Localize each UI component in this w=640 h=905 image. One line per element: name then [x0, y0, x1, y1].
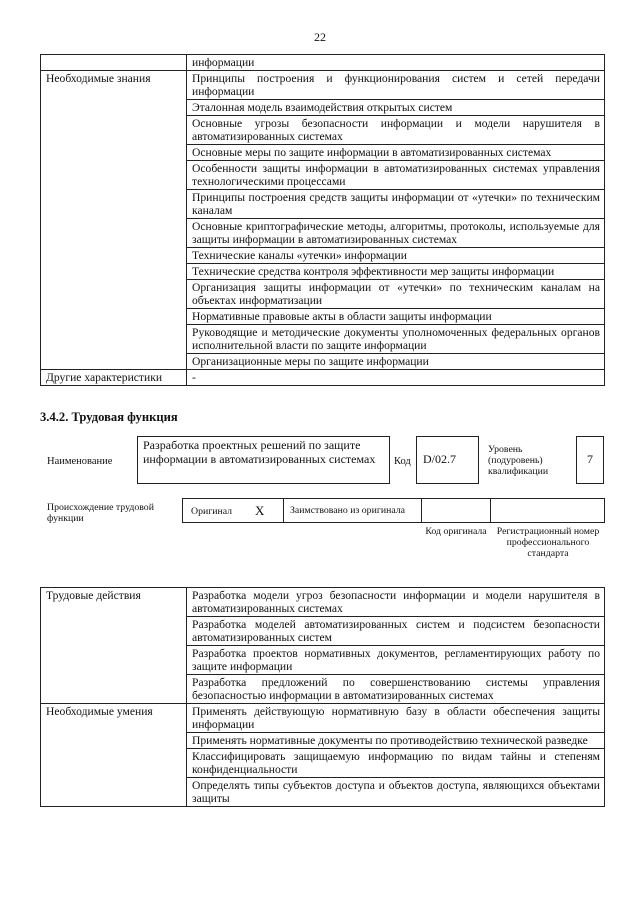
name-value: Разработка проектных решений по защите информации в автоматизированных системах	[143, 438, 376, 466]
level-value: 7	[587, 452, 593, 466]
code-value: D/02.7	[423, 452, 456, 466]
other-label: Другие характеристики	[41, 370, 187, 386]
orig-code-label: Код оригинала	[425, 526, 487, 537]
knowledge-table	[40, 54, 605, 386]
other-value: -	[187, 370, 605, 386]
code-value-box	[416, 436, 479, 484]
skill-item: Применять нормативные документы по противодействию технической разведке	[187, 733, 605, 749]
knowledge-item: Организация защиты информации от «утечки» по техническим каналам на объектах информатизации	[187, 280, 605, 309]
original-box	[182, 498, 284, 523]
name-value-box	[137, 436, 390, 484]
knowledge-item: Руководящие и методические документы уполномоченных федеральных органов исполнительной власти по защите информации	[187, 325, 605, 354]
skill-item: Определять типы субъектов доступа и объектов доступа, являющихся объектами защиты	[187, 778, 605, 807]
section-title: 3.4.2. Трудовая функция	[40, 410, 178, 424]
table-row	[41, 55, 605, 71]
table-cell: информации	[187, 55, 605, 71]
action-item: Разработка модели угроз безопасности информации и модели нарушителя в автоматизированных системах	[187, 588, 605, 617]
skill-item: Применять действующую нормативную базу в области обеспечения защиты информации	[187, 704, 605, 733]
knowledge-item: Принципы построения и функционирования систем и сетей передачи информации	[187, 71, 605, 100]
table-row	[41, 704, 605, 733]
knowledge-item: Эталонная модель взаимодействия открытых систем	[187, 100, 605, 116]
reg-number-box	[490, 498, 605, 523]
original-mark: X	[255, 503, 265, 518]
page-number: 22	[314, 30, 326, 44]
level-value-box	[576, 436, 604, 484]
knowledge-label: Необходимые знания	[41, 71, 187, 370]
reg-number-label: Регистрационный номер профессионального стандарта	[496, 526, 600, 559]
code-label: Код	[394, 456, 411, 467]
knowledge-item: Технические каналы «утечки» информации	[187, 248, 605, 264]
knowledge-item: Организационные меры по защите информации	[187, 354, 605, 370]
name-label: Наименование	[47, 456, 113, 467]
knowledge-item: Технические средства контроля эффективности мер защиты информации	[187, 264, 605, 280]
skill-item: Классифицировать защищаемую информацию по видам тайны и степеням конфиденциальности	[187, 749, 605, 778]
actions-table	[40, 587, 605, 807]
table-row	[41, 71, 605, 100]
knowledge-item: Основные криптографические методы, алгоритмы, протоколы, используемые для защиты информации в автоматизированных системах	[187, 219, 605, 248]
original-label: Оригинал	[191, 506, 233, 517]
knowledge-item: Принципы построения средств защиты информации от «утечки» по техническим каналам	[187, 190, 605, 219]
borrowed-box	[283, 498, 422, 523]
knowledge-item: Нормативные правовые акты в области защиты информации	[187, 309, 605, 325]
actions-label: Трудовые действия	[41, 588, 187, 704]
table-row	[41, 370, 605, 386]
action-item: Разработка проектов нормативных документов, регламентирующих работу по защите информации	[187, 646, 605, 675]
knowledge-item: Особенности защиты информации в автоматизированных системах управления технологическими процессами	[187, 161, 605, 190]
borrowed-label: Заимствовано из оригинала	[290, 505, 405, 516]
action-item: Разработка моделей автоматизированных систем и подсистем безопасности автоматизированных систем	[187, 617, 605, 646]
row-label	[41, 55, 187, 71]
origin-label: Происхождение трудовой функции	[47, 502, 154, 524]
knowledge-item: Основные угрозы безопасности информации и модели нарушителя в автоматизированных системах	[187, 116, 605, 145]
skills-label: Необходимые умения	[41, 704, 187, 807]
table-row	[41, 588, 605, 617]
orig-code-box	[421, 498, 491, 523]
level-label: Уровень (подуровень) квалификации	[488, 444, 549, 477]
action-item: Разработка предложений по совершенствованию системы управления безопасностью информации в автоматизированных системах	[187, 675, 605, 704]
knowledge-item: Основные меры по защите информации в автоматизированных системах	[187, 145, 605, 161]
